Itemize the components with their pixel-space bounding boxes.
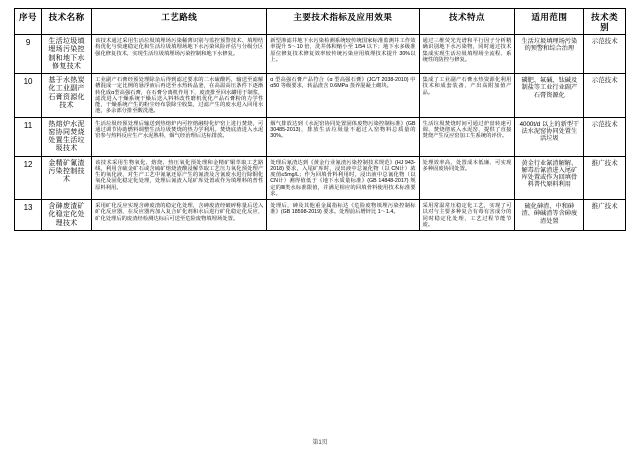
table-row [15, 74, 626, 118]
cell-num: 9 [15, 35, 42, 74]
table-header [15, 9, 626, 35]
cell-num: 12 [15, 156, 42, 200]
cell-name: 基于水热炭化工业副产石膏资源化技术 [42, 74, 92, 118]
cell-route: 采用矿化反应实现含砷废渣的稳定化处理，含砷废渣经破碎称量后送入矿化反应器，在反应器内加入复合矿化剂和水后进行矿化稳定化反应，矿化处理后的废渣经检测达标后可送至危险废物填埋场处置。 [92, 200, 267, 231]
header-cell-index: 主要技术指标及应用效果 [267, 9, 419, 35]
cell-num: 10 [15, 74, 42, 118]
cell-category: 示范技术 [584, 74, 626, 118]
cell-scope: 硫化砷渣、中和砷渣、砷碱渣等含砷废渣处置 [515, 200, 584, 231]
cell-scope: 磷肥、氟碱、钛碱及制盐等工业行业副产石膏资源化 [515, 74, 584, 118]
table-header-row [15, 9, 626, 35]
cell-name: 含砷废渣矿化稳定化处理技术 [42, 200, 92, 231]
cell-category: 示范技术 [584, 35, 626, 74]
cell-num: 13 [15, 200, 42, 231]
cell-route: 该技术采用生物氧化、熔烧、热压氧化预处理和金精矿铜萃取工艺路线，利用含硫金矿石或含硫矿熔烧渣酸浸解萃取工艺压力氧化预处理产生的氧化液，对生产工艺中氰氰还原产生的氰渣及含氰废水进行除铜化氧化及固化稳定化处理，处理后氰渣入尾矿库处置或作为填埋料的普性原料利用。 [92, 156, 267, 200]
cell-scope: 黄金行业氰渣解解、解毒后氰渣进入尾矿库处置或作为回填骨料普代原料利用 [515, 156, 584, 200]
cell-category: 推广技术 [584, 156, 626, 200]
table-body [15, 35, 626, 231]
cell-feature: 生活垃圾焚烧时间可通过炉盘转速可调、焚烧彻底入水泥窑、提供了直接焚烧产生反应窑加工生系统的评价。 [419, 117, 515, 156]
cell-name: 热熔炉水泥窑协同焚烧处置生活垃圾技术 [42, 117, 92, 156]
table-row [15, 35, 626, 74]
cell-route: 工业副产石膏经预处理除杂后得到滤过要求的二水硫酸钙，输送至滤解槽混成一定比例的悬浮液后再送至水热转晶釜，在高温高压条件下逐渐转化成α型高强石膏，在石膏分离机作用下，废渣排至回水罐用于制浆，滤洗进入干燥系统干燥后送入料料改性磨机优化产品石膏粉的力学性能，干燥系统产生的粉尘经布袋除尘收集，过滤产生的废水进入回用水池，多余部分排至酸洗池。 [92, 74, 267, 118]
header-cell-scope: 适用范围 [515, 9, 584, 35]
cell-route: 生活垃圾经预处理后输送到热熔炉内可控熔融特化炉窑上进行焚烧，可通过调节协助燃料调整生活垃圾焚烧的热力学利用。焚烧底渣进入水泥窑参与热料反应生产水泥熟料，烟气经治理后达标排放。 [92, 117, 267, 156]
cell-feature: 处理效率高、处置成本低廉、可实现多种固废协同处置。 [419, 156, 515, 200]
header-cell-feature: 技术特点 [419, 9, 515, 35]
cell-scope: 生活垃圾填埋场污染的预警和综合治理 [515, 35, 584, 74]
table-row [15, 156, 626, 200]
header-cell-route: 工艺路线 [92, 9, 267, 35]
cell-name: 金精矿氰渣污染控制技术 [42, 156, 92, 200]
header-cell-category: 技术类别 [584, 9, 626, 35]
header-cell-num: 序号 [15, 9, 42, 35]
cell-index: 处理后，砷及其他重金属指标达《危险废物填埋污染控制标准》(GB 18598-2019) 要求。处理前后增锌比 1～1.4。 [267, 200, 419, 231]
table-row [15, 200, 626, 231]
cell-category: 推广技术 [584, 200, 626, 231]
cell-feature: 通过三维荧光光谱和平行因子分析精确识别地下水污染物，同时通过技术集成实现生活垃圾填埋场全流程、系统性的防控与修复。 [419, 35, 515, 74]
cell-category: 示范技术 [584, 117, 626, 156]
cell-index: α 型高强石膏产品符合《α 型高强石膏》(JC/T 2038-2010) 中 α50 等级要求，转晶渣含 0.6MPa 蒸养混凝土砌块。 [267, 74, 419, 118]
cell-num: 11 [15, 117, 42, 156]
cell-feature: 集成了工业副产石膏水热资源化利用技术和成套装备，产出高附加值产品。 [419, 74, 515, 118]
cell-scope: 4000t/d 以上的新型干法水泥窑协同处置生活垃圾 [515, 117, 584, 156]
technology-catalog-table [14, 8, 626, 231]
header-cell-name: 技术名称 [42, 9, 92, 35]
cell-index: 新型渗滤井地下水污染检测系统较传统国家标准监测井工作效率提升 5～10 倍，洗井体积缩小至 1/54 以下；地下水多级准原位修复技术修复效率较传统污染应用填埋技术提升 30%以上。 [267, 35, 419, 74]
cell-name: 生活垃圾填埋场污染控制和地下水修复技术 [42, 35, 92, 74]
table-row [15, 117, 626, 156]
page-number: 第1页 [312, 440, 328, 446]
cell-index: 烟气排放达到《水泥窑协同处置固体废物污染控制标准》(GB 30485-2013)，排放生活垃圾量不超过入窑物料总质量的30%。 [267, 117, 419, 156]
cell-feature: 采用常温常压稳定化工艺，实现了可以对与主要多种复合有毒有害成分的同时稳定化处理，工艺过程节能节废。 [419, 200, 515, 231]
cell-index: 处理后氰渣达到《黄金行业氰渣污染控制技术规范》(HJ 943-2018) 要求，入尾矿库时，浸出液中总氰化物（以 CN计）浓度值≤5mg/L；作为回填骨料利用时，浸出液中总氰化物（以 CN计）测得值低于《地下水质量标准》(GB 14848-2017) 规定的Ⅲ类水标准限值，并满足相应的回填骨料使用技术标准要求。 [267, 156, 419, 200]
cell-route: 该技术通过采用生活垃圾填埋场污染稀薄识别与监控预警技术、填埋结构优化与快速稳定化和生活垃圾填埋场地下水污染风险评估与分级分区强化修复技术，实现生活垃圾填埋场污染控制和地下水修复。 [92, 35, 267, 74]
